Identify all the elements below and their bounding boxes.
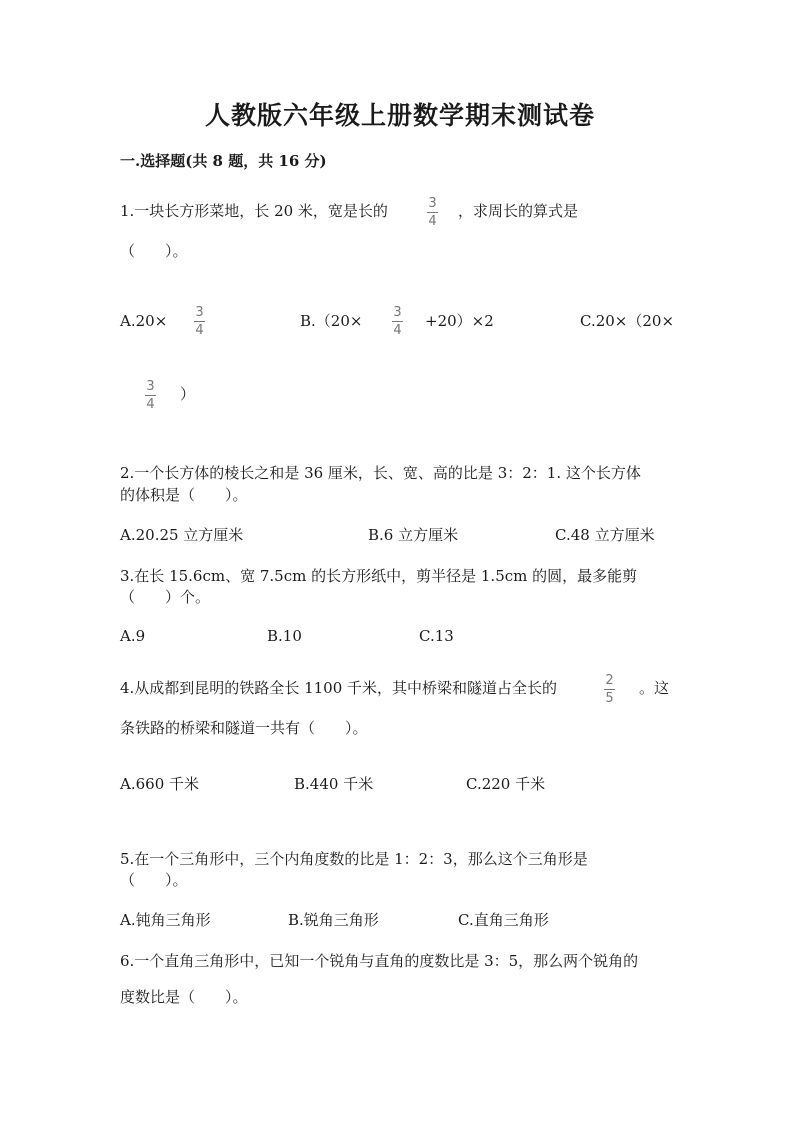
q3-option-b: B.10 — [267, 627, 302, 645]
fraction-denominator: 4 — [393, 323, 402, 338]
q3-line-1: 3.在长 15.6cm、宽 7.5cm 的长方形纸中，剪半径是 1.5cm 的圆，最多能剪 — [120, 567, 638, 585]
q1-option-c-tail: ） — [180, 385, 196, 403]
q2-line-1: 2.一个长方体的棱长之和是 36 厘米，长、宽、高的比是 3：2：1. 这个长方体 — [120, 464, 641, 482]
q1-option-b: B.（20× — [300, 312, 363, 330]
q4-line-1: 4.从成都到昆明的铁路全长 1100 千米，其中桥梁和隧道占全长的 — [120, 679, 558, 697]
fraction-bar — [604, 689, 615, 690]
q6-line-2: 度数比是（ ）。 — [120, 988, 248, 1006]
section-heading: 一.选择题(共 8 题，共 16 分) — [120, 152, 327, 170]
fraction-bar — [392, 321, 403, 322]
fraction-bar — [145, 395, 156, 396]
q1-option-a: A.20× — [120, 312, 168, 330]
q6-line-1: 6.一个直角三角形中，已知一个锐角与直角的度数比是 3：5，那么两个锐角的 — [120, 952, 639, 970]
fraction-bar — [194, 321, 205, 322]
page-title: 人教版六年级上册数学期末测试卷 — [204, 101, 595, 130]
q1-fraction — [427, 197, 438, 228]
fraction-numerator: 3 — [146, 379, 155, 394]
fraction-denominator: 4 — [195, 323, 204, 338]
fraction-bar — [427, 212, 438, 213]
q5-option-c: C.直角三角形 — [458, 911, 549, 929]
q4-fraction — [604, 674, 615, 705]
q1-stem-b: ，求周长的算式是 — [458, 202, 579, 220]
q1-stem-a: 1.一块长方形菜地，长 20 米，宽是长的 — [120, 202, 388, 220]
q1-option-a-fraction — [194, 306, 205, 337]
q4-option-a: A.660 千米 — [120, 775, 199, 793]
q1-fraction-numerator: 3 — [428, 196, 437, 211]
q1-option-b-fraction — [392, 306, 403, 337]
q3-option-c: C.13 — [419, 627, 454, 645]
q2-option-c: C.48 立方厘米 — [555, 526, 655, 544]
q2-option-b: B.6 立方厘米 — [368, 526, 459, 544]
q3-option-a: A.9 — [120, 627, 146, 645]
q3-line-2: （ ）个。 — [120, 588, 211, 606]
q1-stem-c: （ ）。 — [120, 242, 188, 260]
fraction-denominator: 5 — [605, 691, 614, 706]
q5-line-2: （ ）。 — [120, 871, 188, 889]
q4-option-c: C.220 千米 — [466, 775, 546, 793]
fraction-denominator: 4 — [146, 397, 155, 412]
fraction-numerator: 3 — [195, 305, 204, 320]
q1-option-c-fraction — [145, 380, 156, 411]
q1-option-c: C.20×（20× — [580, 312, 675, 330]
q1-fraction-denominator: 4 — [428, 214, 437, 229]
q5-option-a: A.钝角三角形 — [120, 911, 211, 929]
fraction-numerator: 2 — [605, 673, 614, 688]
fraction-numerator: 3 — [393, 305, 402, 320]
q4-line-2: 条铁路的桥梁和隧道一共有（ ）。 — [120, 719, 368, 737]
q4-option-b: B.440 千米 — [294, 775, 374, 793]
q2-line-2: 的体积是（ ）。 — [120, 486, 248, 504]
q5-option-b: B.锐角三角形 — [288, 911, 379, 929]
q5-line-1: 5.在一个三角形中，三个内角度数的比是 1：2：3，那么这个三角形是 — [120, 850, 588, 868]
q1-option-b-tail: +20）×2 — [425, 312, 494, 330]
q2-option-a: A.20.25 立方厘米 — [120, 526, 244, 544]
q4-line-1-end: 。这 — [639, 679, 670, 697]
